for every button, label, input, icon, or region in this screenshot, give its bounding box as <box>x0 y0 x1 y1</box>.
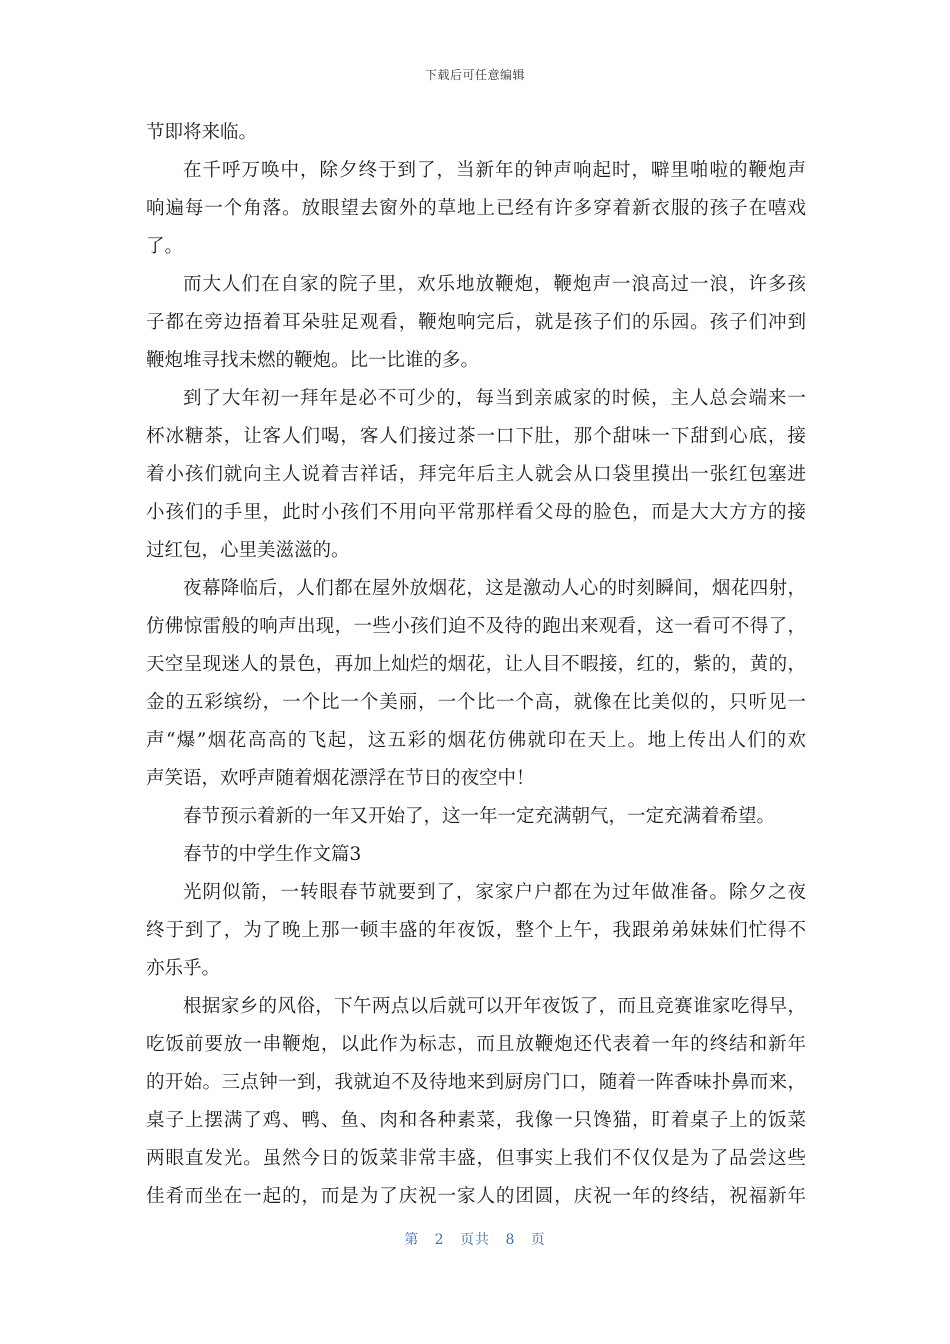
text-line: 声笑语，欢呼声随着烟花漂浮在节日的夜空中！ <box>146 768 535 789</box>
text-line: 金的五彩缤纷，一个比一个美丽，一个比一个高，就像在比美似的，只听见一 <box>146 692 806 713</box>
text-line: 了。 <box>146 236 184 257</box>
text-line: 吃饭前要放一串鞭炮，以此作为标志，而且放鞭炮还代表着一年的终结和新年 <box>146 1034 806 1055</box>
text-line: 着小孩们就向主人说着吉祥话，拜完年后主人就会从口袋里摸出一张红包塞进 <box>146 464 806 485</box>
text-line: 声“爆”烟花高高的飞起，这五彩的烟花仿佛就印在天上。地上传出人们的欢 <box>146 730 806 751</box>
text-line: 到了大年初一拜年是必不可少的，每当到亲戚家的时候，主人总会端来一 <box>183 388 806 409</box>
text-line: 的开始。三点钟一到，我就迫不及待地来到厨房门口，随着一阵香味扑鼻而来， <box>146 1072 806 1093</box>
text-line: 桌子上摆满了鸡、鸭、鱼、肉和各种素菜，我像一只馋猫，盯着桌子上的饭菜 <box>146 1110 806 1131</box>
text-line: 春节预示着新的一年又开始了，这一年一定充满朝气，一定充满着希望。 <box>183 806 776 827</box>
text-line: 而大人们在自家的院子里，欢乐地放鞭炮，鞭炮声一浪高过一浪，许多孩 <box>183 274 806 295</box>
text-line: 响遍每一个角落。放眼望去窗外的草地上已经有许多穿着新衣服的孩子在嘻戏 <box>146 198 806 219</box>
text-line: 子都在旁边捂着耳朵驻足观看，鞭炮响完后，就是孩子们的乐园。孩子们冲到 <box>146 312 806 333</box>
text-line: 仿佛惊雷般的响声出现，一些小孩们迫不及待的跑出来观看，这一看可不得了， <box>146 616 806 637</box>
text-line: 杯冰糖茶，让客人们喝，客人们接过茶一口下肚，那个甜味一下甜到心底，接 <box>146 426 806 447</box>
text-line: 佳肴而坐在一起的，而是为了庆祝一家人的团圆，庆祝一年的终结，祝福新年 <box>146 1186 806 1207</box>
text-line: 节即将来临。 <box>146 122 258 143</box>
text-line: 小孩们的手里，此时小孩们不用向平常那样看父母的脸色，而是大大方方的接 <box>146 502 806 523</box>
text-line: 光阴似箭，一转眼春节就要到了，家家户户都在为过年做准备。除夕之夜 <box>183 882 806 903</box>
page-header: 下载后可任意编辑 <box>424 68 525 82</box>
text-line: 鞭炮堆寻找未燃的鞭炮。比一比谁的多。 <box>146 350 480 371</box>
text-line: 终于到了，为了晚上那一顿丰盛的年夜饭，整个上午，我跟弟弟妹妹们忙得不 <box>146 920 806 941</box>
page-footer: 第 2 页共 8 页 <box>404 1232 546 1248</box>
document-body <box>146 114 806 1216</box>
text-line: 天空呈现迷人的景色，再加上灿烂的烟花，让人目不暇接，红的，紫的，黄的， <box>146 654 806 675</box>
text-line: 过红包，心里美滋滋的。 <box>146 540 350 561</box>
text-line: 夜幕降临后，人们都在屋外放烟花，这是激动人心的时刻瞬间，烟花四射， <box>183 578 806 599</box>
text-line: 根据家乡的风俗，下午两点以后就可以开年夜饭了，而且竞赛谁家吃得早， <box>183 996 806 1017</box>
text-line: 两眼直发光。虽然今日的饭菜非常丰盛，但事实上我们不仅仅是为了品尝这些 <box>146 1148 806 1169</box>
text-line: 在千呼万唤中，除夕终于到了，当新年的钟声响起时，噼里啪啦的鞭炮声 <box>183 160 806 181</box>
text-line: 亦乐乎。 <box>146 958 221 979</box>
text-line: 春节的中学生作文篇3 <box>183 844 362 865</box>
